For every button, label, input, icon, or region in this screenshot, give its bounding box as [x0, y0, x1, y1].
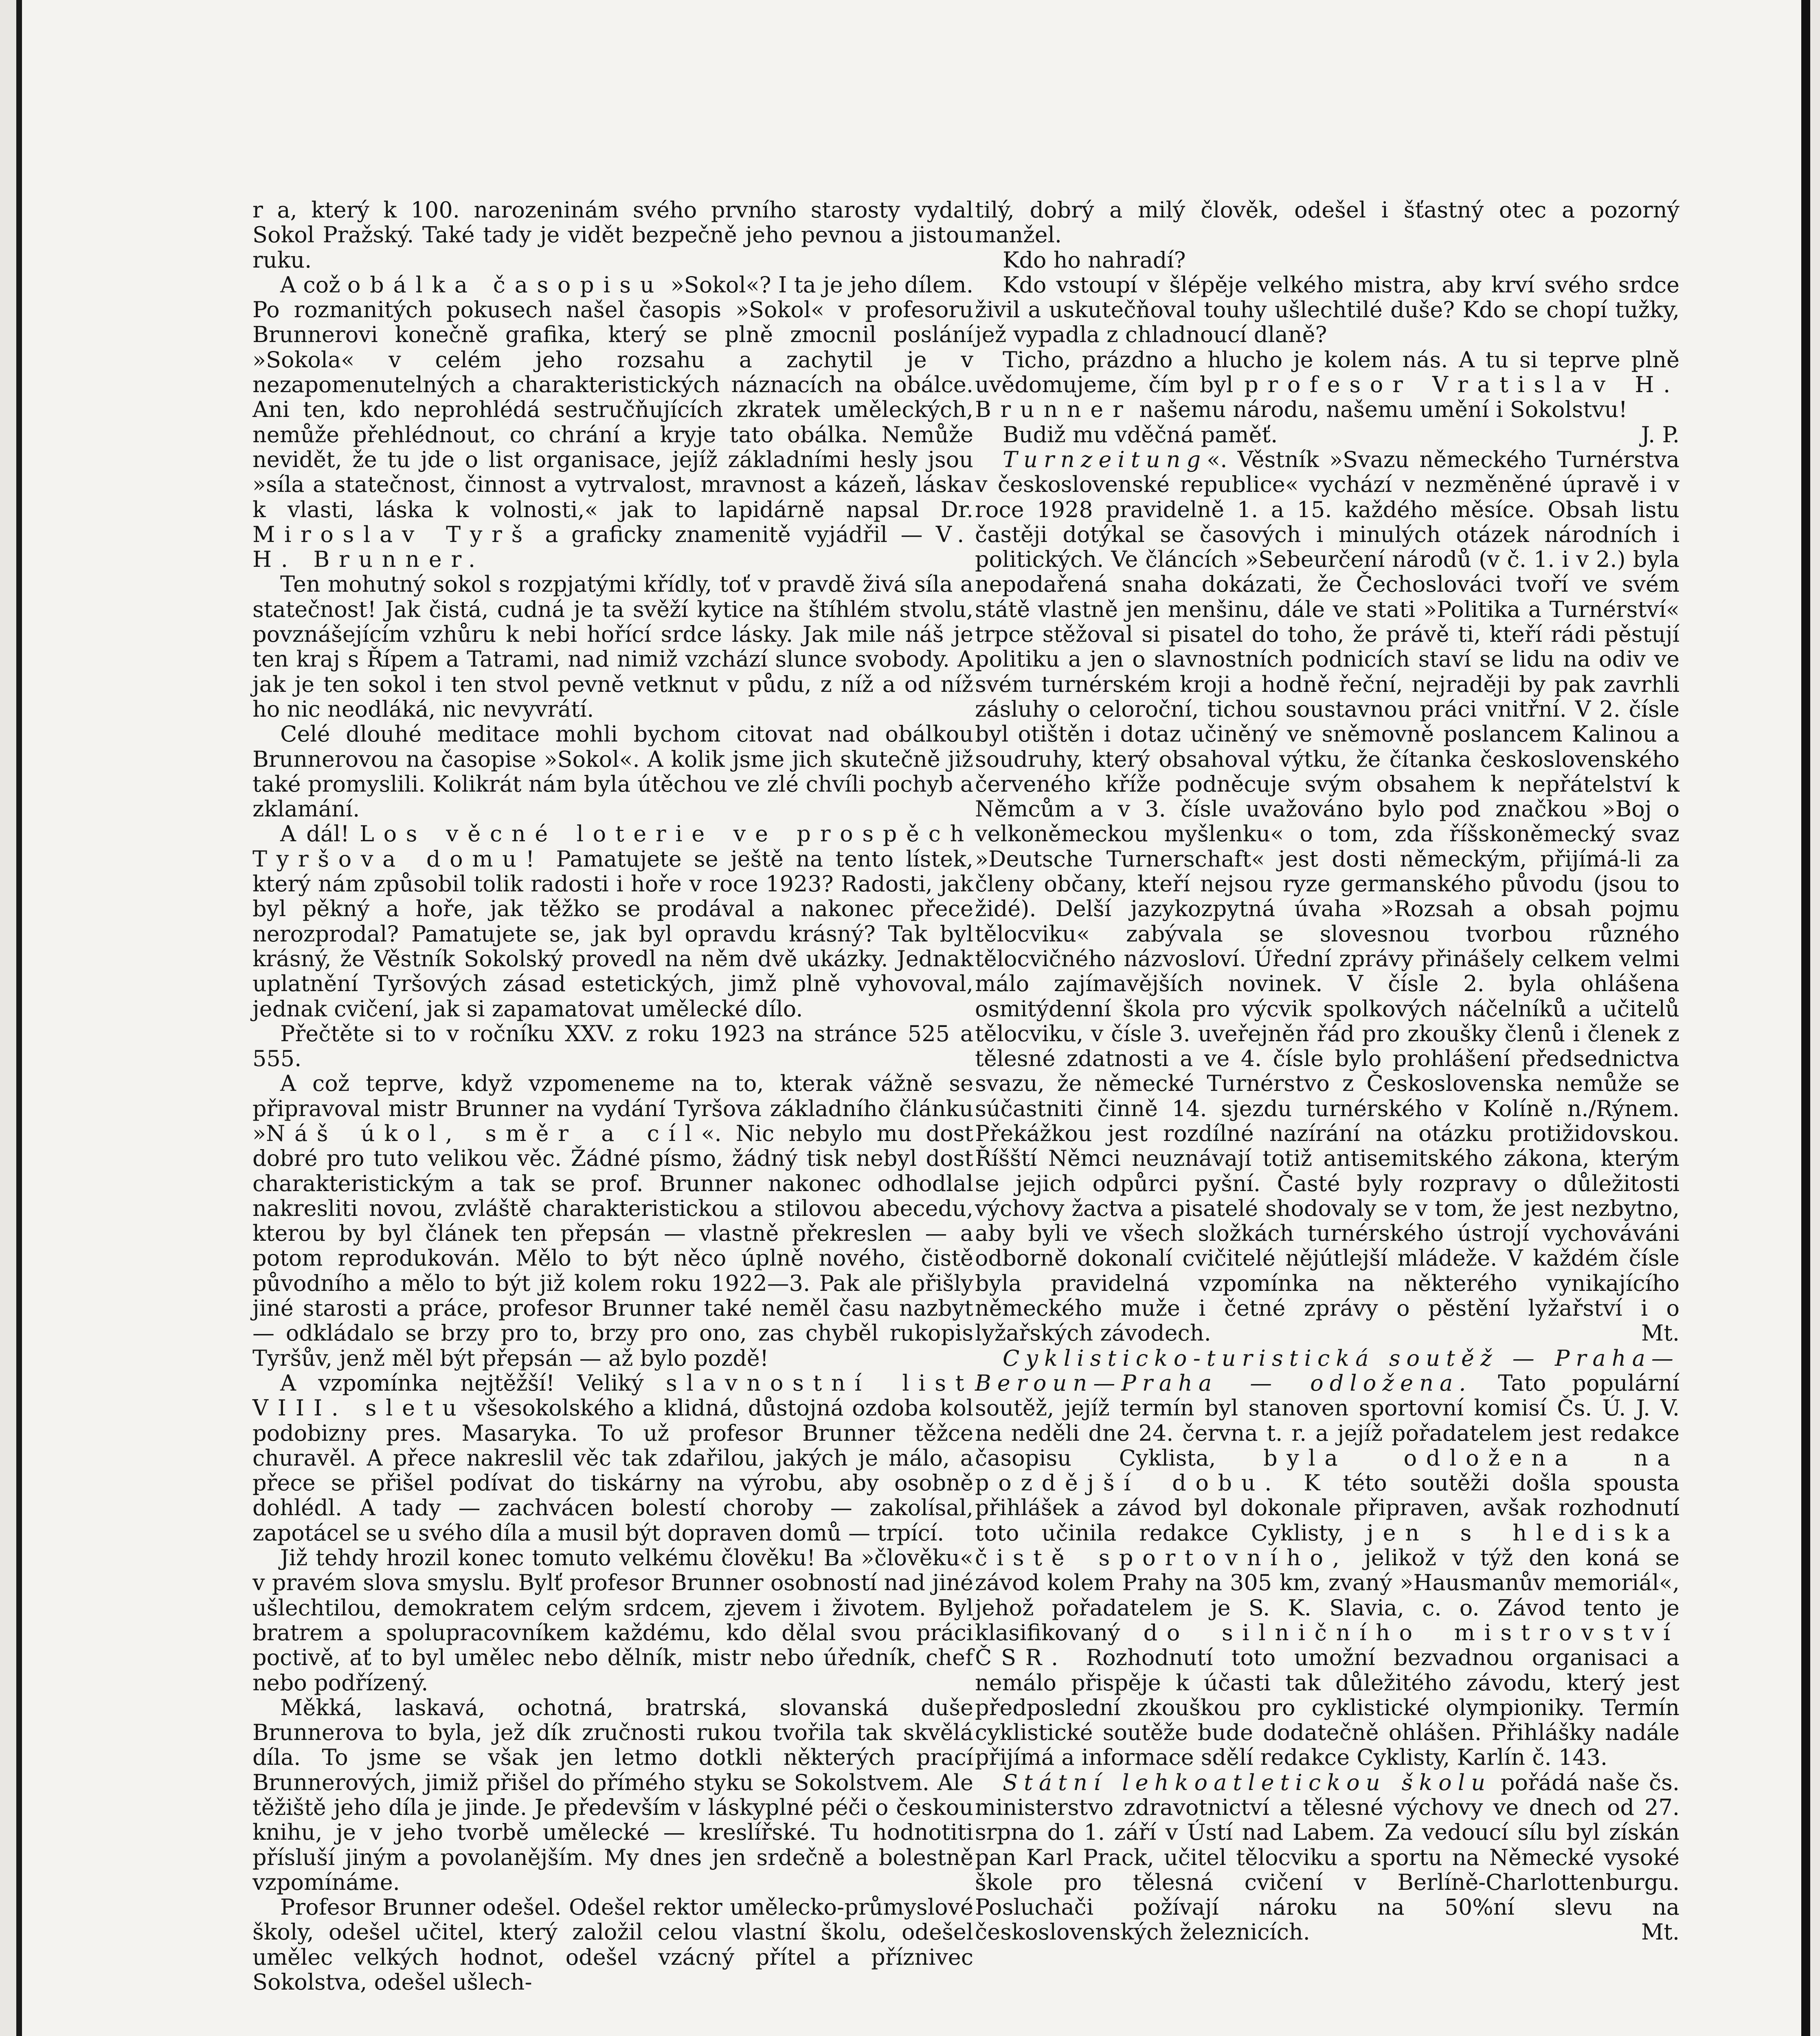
text-run: Kdo ho nahradí? — [1003, 247, 1186, 273]
paragraph — [975, 1770, 1679, 1945]
text-run: Celé dlouhé meditace mohli bychom citovat nad obálkou Brunnerovou na časopise »Sokol«. A kolik jsme jich skutečně již také promyslili. Kolikrát nám byla útěchou ve zlé chvíli pochyb a zklamání. — [252, 721, 973, 822]
paragraph — [252, 1071, 973, 1371]
journal-page — [16, 0, 1810, 2036]
text-run: »Sokol«? I ta je jeho dílem. Po rozmanitých pokusech našel časopis »Sokol« v profesoru Brunnerovi konečně grafika, který se plně zmocnil poslání »Sokola« v celém jeho rozsahu a zachytil je v nezapomenutelných a charakteristických náznacích na obálce. Ani ten, kdo neprohlédá sestručňujících zkratek uměleckých, nemůže přehlédnout, co chrání a kryje tato obálka. Nemůže nevidět, že tu jde o list organisace, jejíž základními hesly jsou »síla a statečnost, činnost a vytrvalost, mravnost a kázeň, láska k vlasti, láska k volnosti,« jak to lapidárně napsal Dr. — [252, 272, 974, 522]
text-run: jelikož v týž den koná se závod kolem Prahy na 305 km, zvaný »Hausmanův memoriál«, jehož pořadatelem je S. K. Slavia, c. o. Závod tento je klasifikovaný — [975, 1545, 1679, 1645]
paragraph — [975, 197, 1679, 248]
text-run: Státní lehkoatletickou školu — [1003, 1769, 1492, 1795]
paragraph — [252, 1895, 973, 1994]
text-run: Pamatujete se ještě na tento lístek, který nám způsobil tolik radosti i hoře v roce 1923? Radosti, jak byl pěkný a hoře, jak těžko se prodával a nakonec přece nerozprodal? Pamatujete se, jak byl opravdu krásný? Tak byl krásný, že Věstník Sokolský provedl na něm dvě ukázky. Jednak uplatnění Tyršových zásad estetických, jimž plně vyhovoval, jednak cvičení, jak si zapamatovat umělecké dílo. — [252, 846, 974, 1022]
paragraph — [975, 347, 1679, 422]
text-run: A což teprve, když vzpomeneme na to, kterak vážně se připravoval mistr Brunner na vydání Tyršova základního článku » — [252, 1071, 973, 1146]
text-run: Budiž mu vděčná paměť. — [1003, 421, 1278, 448]
paragraph — [252, 821, 973, 1021]
text-run: našemu národu, našemu umění i Sokolstvu! — [1132, 397, 1628, 423]
text-run: Měkká, laskavá, ochotná, bratrská, slovanská duše Brunnerova to byla, jež dík zručnosti rukou tvořila tak skvělá díla. To jsme se však jen letmo dotkli některých prací Brunnerových, jimiž přišel do přímého styku se Sokolstvem. Ale těžiště jeho díla je jinde. Je především v láskyplné péči o českou knihu, je v jeho tvorbě umělecké — kreslířské. Tu hodnotiti přísluší jiným a povolanějším. My dnes jen srdečně a bolestně vzpomínáme. — [252, 1694, 973, 1895]
text-run: slavnostní list VIII. sletu — [252, 1370, 973, 1421]
text-run: «. Věstník »Svazu německého Turnérstva v československé republice« vychází v nezměněné úpravě i v roce 1928 pravidelně 1. a 15. každého měsíce. Obsah listu častěji dotýkal se časových i minulých otázek národních i politických. Ve článcích »Sebeurčení národů (v č. 1. i v 2.) byla nepodařená snaha dokázati, že Čechoslováci tvoří ve svém státě vlastně jen menšinu, dále ve stati »Politika a Turnérství« trpce stěžoval si pisatel do toho, že právě ti, kteří rádi pěstují politiku a jen o slavnostních podnicích staví se lidu na odiv ve svém turnérském kroji a hodně řeční, nejraději by pak zavrhli zásluhy o celoroční, tichou soustavnou práci vnitřní. V 2. čísle byl otištěn i dotaz učiněný ve sněmovně poslancem Kalinou a soudruhy, který obsahoval výtku, že čítanka československého červeného kříže podněcuje svým obsahem k nepřátelství k Němcům a v 3. čísle uvažováno bylo pod značkou »Boj o velkoněmeckou myšlenku« o tom, zda říšskoněmecký svaz »Deutsche Turnerschaft« jest dosti německým, přijímá-li za členy občany, kteří nejsou ryze germanského původu (jsou to židé). Delší jazykozpytná úvaha »Rozsah a obsah pojmu tělocviku« zabývala se slovesnou tvorbou různého tělocvičného názvosloví. Úřední zprávy přinášely celkem velmi málo zajímavějších novinek. V čísle 2. byla ohlášena osmitýdenní škola pro výcvik spolkových náčelníků a učitelů tělocviku, v čísle 3. uveřejněn řád pro zkoušky členů i členek z tělesné zdatnosti a ve 4. čísle bylo prohlášení předsednictva svazu, že německé Turnérstvo z Československa nemůže se súčastniti činně 14. sjezdu turnérského v Kolíně n./Rýnem. Překážkou jest rozdílné nazírání na otázku protižidovskou. Říšští Němci neuznávají totiž antisemitského zákona, kterým se jejich odpůrci pyšní. Časté byly rozpravy o důležitosti výchovy žactva a pisatelé shodovaly se v tom, že jest nezbytno, aby byli ve všech složkách turnérského ústrojí vychováváni odborně dokonalí cvičitelé nějútlejší mládeže. V každém čísle byla pravidelná vzpomínka na některého vynikajícího německého muže i četné zprávy o pěstění lyžařství i o lyžařských závodech. — [975, 446, 1679, 1346]
paragraph — [252, 1545, 973, 1695]
paragraph — [252, 572, 973, 722]
text-run: A vzpomínka nejtěžší! Veliký — [280, 1370, 666, 1396]
text-run: Kdo vstoupí v šlépěje velkého mistra, aby krví svého srdce živil a uskutečňoval touhy ušlechtilé duše? Kdo se chopí tužky, jež vypadla z chladnoucí dlaně? — [975, 272, 1679, 348]
text-run: Rozhodnutí toto umožní bezvadnou organisaci a nemálo přispěje k účasti tak důležitého závodu, který jest předposlední zkouškou pro cyklistické olympioniky. Termín cyklistické soutěže bude dodatečně ohlášen. Přihlášky nadále přijímá a informace sdělí redakce Cyklisty, Karlín č. 143. — [975, 1645, 1679, 1771]
paragraph — [975, 272, 1679, 347]
author-signature: Mt. — [1641, 1320, 1679, 1346]
paragraph — [975, 248, 1679, 272]
text-run: Již tehdy hrozil konec tomuto velkému člověku! Ba »člověku« v pravém slova smyslu. Bylť profesor Brunner osobností nad jiné ušlechtilou, demokratem celým srdcem, zjevem i životem. Byl bratrem a spolupracovníkem každému, kdo dělal svou práci poctivě, ať to byl umělec nebo dělník, mistr nebo úředník, chef nebo podřízený. — [252, 1545, 973, 1696]
text-run: pořádá naše čs. ministerstvo zdravotnictví a tělesné výchovy ve dnech od 27. srpna do 1. září v Ústí nad Labem. Za vedoucí sílu byl získán pan Karl Prack, učitel tělocviku a sportu na Německé vysoké škole pro tělesná cvičení v Berlíně-Charlottenburgu. Posluchači požívají nároku na 50%ní slevu na československých železnicích. — [975, 1769, 1680, 1945]
text-run: a graficky znamenitě vyjádřil — — [531, 521, 936, 547]
text-run: byla odložena na pozdější dobu. — [975, 1445, 1679, 1496]
text-run: Ten mohutný sokol s rozpjatými křídly, toť v pravdě živá síla a statečnost! Jak čistá, cudná je ta svěží kytice na štíhlém stvolu, povznášejícím vzhůru k nebi hořící srdce lásky. Jak mile náš je ten kraj s Řípem a Tatrami, nad nimiž vzchází slunce svobody. A jak je ten sokol i ten stvol pevně vetknut v půdu, z níž a od níž ho nic neodláká, nic nevyvrátí. — [252, 571, 973, 722]
text-run: Turnzeitung — [1003, 446, 1207, 472]
text-run: Cyklisticko-turistická soutěž — Praha—Beroun—Praha — odložena. — [975, 1345, 1679, 1396]
paragraph — [252, 272, 973, 572]
paragraph — [252, 1021, 973, 1071]
paragraph — [252, 1695, 973, 1895]
text-run: «. Nic nebylo mu dost dobré pro tuto velikou věc. Žádné písmo, žádný tisk nebyl dost charakteristickým a tak se prof. Brunner nakonec odhodlal nakresliti novou, zvláště charakteristickou a stilovou abecedu, kterou by byl článek ten přepsán — vlastně překreslen — a potom reprodukován. Mělo to být něco úplně nového, čistě původního a mělo to být již kolem roku 1922—3. Pak ale přišly jiné starosti a práce, profesor Brunner také neměl času nazbyt — odkládalo se brzy pro to, brzy pro ono, zas chyběl rukopis Tyršův, jenž měl být přepsán — až bylo pozdě! — [252, 1120, 973, 1371]
text-run: Náš úkol, směr a cíl — [266, 1120, 701, 1146]
paragraph — [975, 447, 1679, 1346]
text-run: Ticho, prázdno a hlucho je kolem nás. A tu si teprve plně uvědomujeme, čím byl — [975, 347, 1679, 398]
paragraph — [975, 422, 1679, 447]
text-run: tilý, dobrý a milý člověk, odešel i šťastný otec a pozorný manžel. — [975, 197, 1679, 248]
text-run: A což — [280, 272, 348, 298]
paragraph — [252, 197, 973, 272]
text-run: obálka časopisu — [347, 272, 664, 298]
paragraph — [252, 722, 973, 821]
text-run: do silničního mistrovství ČSR. — [975, 1619, 1680, 1671]
text-run: všesokolského a klidná, důstojná ozdoba kol podobizny pres. Masaryka. To už profesor Brunner těžce churavěl. A přece nakreslil věc tak zdařilou, jakých je málo, a přece se přišel podívat do tiskárny na výrobu, aby osobně dohlédl. A tady — zachvácen bolestí choroby — zakolísal, zapotácel se u svého díla a musil být dopraven domů — trpící. — [252, 1395, 974, 1546]
text-run: r a, který k 100. narozeninám svého prvního starosty vydal Sokol Pražský. Také tady je vidět bezpečně jeho pevnou a jistou ruku. — [252, 197, 973, 273]
text-run: profesor Vratislav H. Brunner — [975, 372, 1680, 423]
paragraph — [252, 1371, 973, 1545]
paragraph — [975, 1346, 1679, 1770]
text-run: Los věcné loterie ve prospěch Tyršova domu! — [252, 821, 974, 872]
text-run: Přečtěte si to v ročníku XXV. z roku 1923 na stránce 525 a 555. — [252, 1020, 973, 1072]
text-run: A dál! — [280, 821, 360, 847]
text-run: V. H. Brunner. — [252, 521, 973, 573]
left-column — [252, 197, 973, 1994]
right-column — [975, 197, 1679, 1945]
text-run: Miroslav Tyrš — [252, 521, 532, 547]
text-run: Tato populární soutěž, jejíž termín byl stanoven sportovní komisí Čs. Ú. J. V. na neděli dne 24. června t. r. a jejíž pořadatelem jest redakce časopisu Cyklista, — [975, 1370, 1680, 1471]
text-run: jen s hlediska čistě sportovního, — [975, 1520, 1680, 1571]
author-signature: Mt. — [1641, 1919, 1679, 1945]
text-run: K této soutěži došla spousta přihlášek a závod byl dokonale připraven, avšak rozhodnutí toto učinila redakce Cyklisty, — [975, 1470, 1679, 1546]
author-signature: J. P. — [1641, 421, 1679, 448]
text-run: Profesor Brunner odešel. Odešel rektor umělecko-průmyslové školy, odešel učitel, který založil celou vlastní školu, odešel umělec velkých hodnot, odešel vzácný přítel a příznivec Sokolstva, odešel ušlech- — [252, 1894, 973, 1995]
